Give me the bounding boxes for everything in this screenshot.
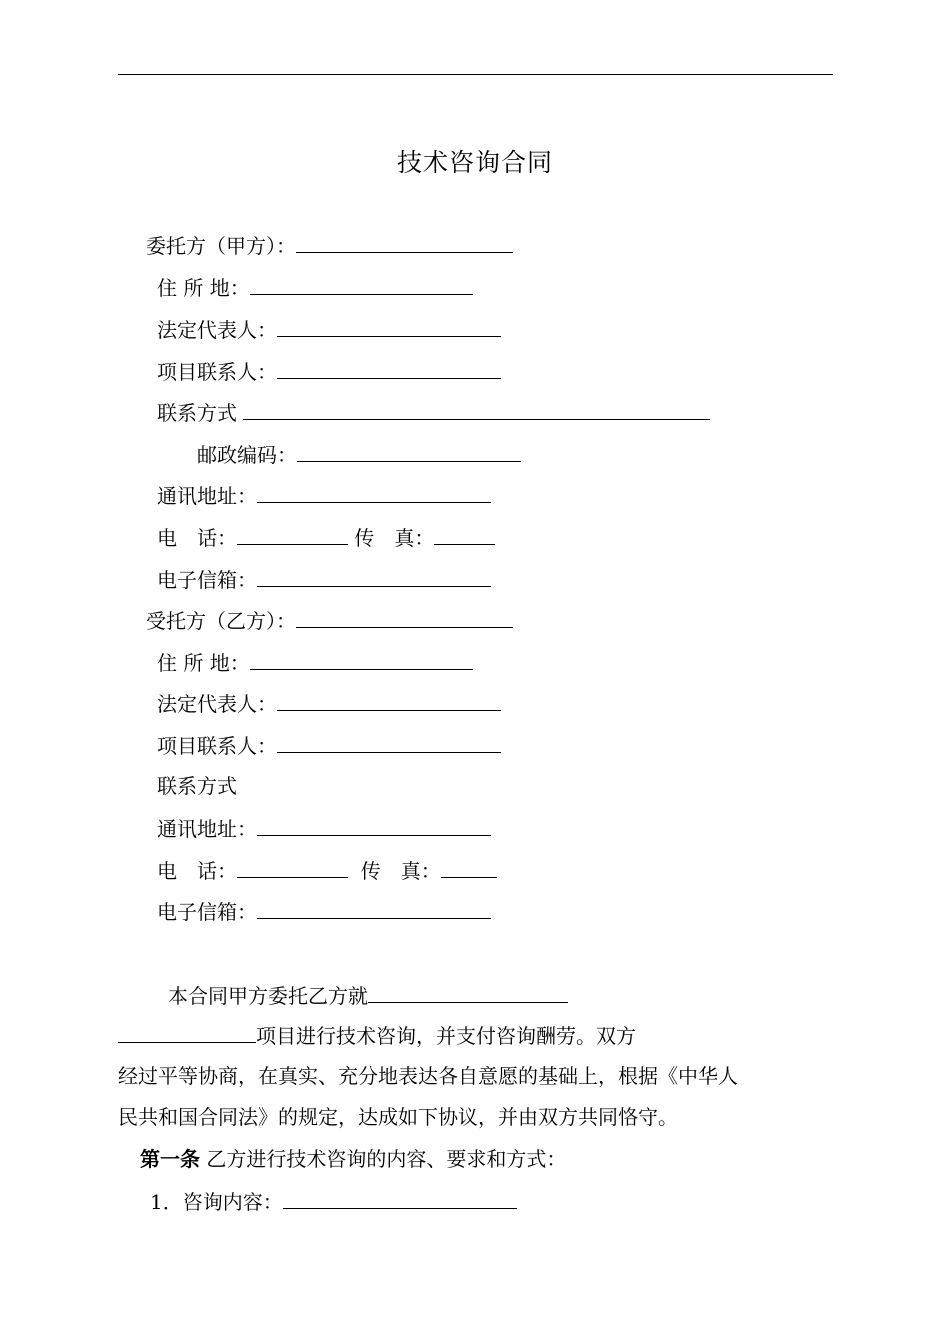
party-b-phone-label: 电 话： [157, 859, 237, 883]
party-b-contact-person-field[interactable] [277, 732, 501, 753]
party-a-heading: 委托方（甲方）： [146, 234, 296, 258]
party-a-name-field[interactable] [296, 232, 513, 253]
party-a-contact-method-label: 联系方式 [157, 401, 237, 425]
party-a-fax-label: 传 真： [354, 526, 435, 550]
party-b-phone-fax-row [157, 857, 497, 884]
party-a-contact-method-field[interactable] [243, 399, 710, 420]
party-b-legal-rep-label: 法定代表人： [157, 692, 277, 716]
party-a-contact-person-label: 项目联系人： [157, 360, 277, 384]
party-b-heading-row [146, 607, 513, 634]
party-a-address-field[interactable] [250, 274, 473, 295]
party-b-mail-address-field[interactable] [257, 815, 491, 836]
project-name-field-part-2[interactable] [118, 1022, 256, 1043]
intro-line-3: 经过平等协商，在真实、充分地表达各自意愿的基础上，根据《中华人 [118, 1064, 738, 1088]
party-a-email-label: 电子信箱： [157, 568, 257, 592]
party-b-mail-address-label: 通讯地址： [157, 817, 257, 841]
party-b-contact-method-label: 联系方式 [157, 774, 237, 798]
party-a-legal-rep-field[interactable] [277, 316, 501, 337]
party-b-email-field[interactable] [257, 898, 491, 919]
party-b-contact-person-row [157, 732, 501, 759]
intro-line-4: 民共和国合同法》的规定，达成如下协议，并由双方共同恪守。 [118, 1105, 678, 1129]
intro-line-2 [118, 1022, 636, 1049]
party-b-fax-label: 传 真： [360, 859, 441, 883]
party-b-name-field[interactable] [296, 607, 513, 628]
party-b-fax-field[interactable] [441, 857, 497, 878]
consult-content-row [150, 1188, 517, 1215]
party-b-phone-field[interactable] [237, 857, 348, 878]
party-b-contact-method-row [157, 773, 237, 799]
party-a-postcode-label: 邮政编码： [197, 443, 297, 467]
party-a-contact-person-row [157, 358, 501, 385]
party-b-mail-address-row [157, 815, 491, 842]
party-b-address-row [157, 649, 473, 676]
header-rule [118, 74, 833, 75]
party-a-postcode-row [197, 441, 521, 468]
party-b-legal-rep-field[interactable] [277, 690, 501, 711]
intro-line-1 [168, 982, 568, 1009]
consult-content-label: 1．咨询内容： [150, 1190, 283, 1214]
party-a-contact-method-row [157, 399, 710, 426]
party-a-phone-fax-row [157, 524, 495, 551]
article-1-text: 乙方进行技术咨询的内容、要求和方式： [200, 1147, 567, 1171]
intro-text-1: 本合同甲方委托乙方就 [168, 984, 368, 1008]
consult-content-field[interactable] [283, 1188, 517, 1209]
party-a-mail-address-field[interactable] [257, 482, 491, 503]
party-a-address-row [157, 274, 473, 301]
article-1-title: 第一条 [140, 1147, 200, 1171]
party-a-mail-address-label: 通讯地址： [157, 484, 257, 508]
article-1-heading [140, 1146, 566, 1172]
document-title: 技术咨询合同 [396, 148, 553, 177]
party-a-address-label: 住 所 地： [157, 276, 250, 300]
party-a-heading-row [146, 232, 513, 259]
party-a-phone-field[interactable] [237, 524, 348, 545]
party-a-contact-person-field[interactable] [277, 358, 501, 379]
party-b-address-field[interactable] [250, 649, 473, 670]
party-a-fax-field[interactable] [434, 524, 495, 545]
party-a-legal-rep-row [157, 316, 501, 343]
party-a-phone-label: 电 话： [157, 526, 237, 550]
party-a-mail-address-row [157, 482, 491, 509]
party-b-email-label: 电子信箱： [157, 900, 257, 924]
party-b-legal-rep-row [157, 690, 501, 717]
intro-text-2: 项目进行技术咨询，并支付咨询酬劳。双方 [256, 1024, 636, 1048]
party-b-address-label: 住 所 地： [157, 651, 250, 675]
party-b-heading: 受托方（乙方）： [146, 609, 296, 633]
party-b-email-row [157, 898, 491, 925]
party-a-legal-rep-label: 法定代表人： [157, 318, 277, 342]
party-a-email-field[interactable] [257, 566, 491, 587]
party-a-postcode-field[interactable] [297, 441, 521, 462]
party-b-contact-person-label: 项目联系人： [157, 734, 277, 758]
party-a-email-row [157, 566, 491, 593]
project-name-field-part-1[interactable] [368, 982, 568, 1003]
